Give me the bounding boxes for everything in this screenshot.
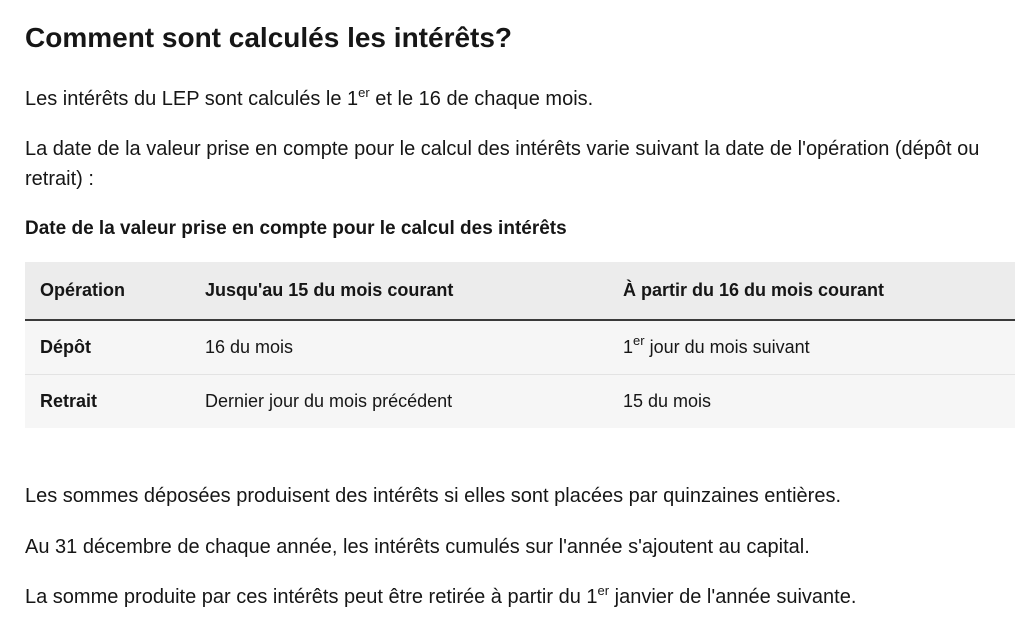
- header-operation: Opération: [25, 262, 190, 320]
- fortnight-paragraph: Les sommes déposées produisent des intérêts si elles sont placées par quinzaines entières.: [25, 485, 842, 507]
- table-row-deposit: [25, 320, 1015, 374]
- intro-text-end: et le 16 de chaque mois.: [369, 88, 594, 110]
- table-header-row: [25, 262, 1015, 320]
- withdrawal-text-start: La somme produite par ces intérêts peut être retirée à partir du 1: [25, 586, 598, 608]
- cell-from-16-deposit-end: jour du mois suivant: [644, 336, 810, 357]
- capital-paragraph: Au 31 décembre de chaque année, les intérêts cumulés sur l'année s'ajoutent au capital.: [25, 536, 810, 558]
- value-date-table: [25, 262, 1015, 428]
- intro-paragraph: [25, 84, 593, 114]
- cell-from-16-deposit: [608, 320, 1015, 374]
- intro-text-start: Les intérêts du LEP sont calculés le 1: [25, 88, 359, 110]
- intro-ordinal-suffix: er: [358, 85, 370, 100]
- withdrawal-ordinal-suffix: er: [597, 583, 610, 598]
- withdrawal-text-end: janvier de l'année suivante.: [609, 586, 857, 608]
- cell-from-16-deposit-start: 1: [623, 336, 634, 357]
- cell-until-15-deposit: 16 du mois: [205, 336, 294, 357]
- header-from-16: À partir du 16 du mois courant: [608, 262, 1015, 320]
- withdrawal-paragraph: [25, 582, 856, 612]
- header-until-15: Jusqu'au 15 du mois courant: [190, 262, 608, 320]
- section-heading: Comment sont calculés les intérêts?: [25, 22, 513, 53]
- cell-from-16-deposit-suffix: er: [633, 332, 645, 348]
- cell-from-16-withdrawal: 15 du mois: [608, 374, 1015, 428]
- table-caption: Date de la valeur prise en compte pour le calcul des intérêts: [25, 218, 567, 239]
- cell-operation-withdrawal: Retrait: [25, 374, 190, 428]
- value-date-paragraph: La date de la valeur prise en compte pour le calcul des intérêts varie suivant la date de l'opération (dépôt ou retrait) :: [25, 138, 980, 190]
- cell-operation-deposit: Dépôt: [40, 336, 91, 357]
- table-row-withdrawal: [25, 374, 1015, 428]
- cell-until-15-withdrawal: Dernier jour du mois précédent: [190, 374, 608, 428]
